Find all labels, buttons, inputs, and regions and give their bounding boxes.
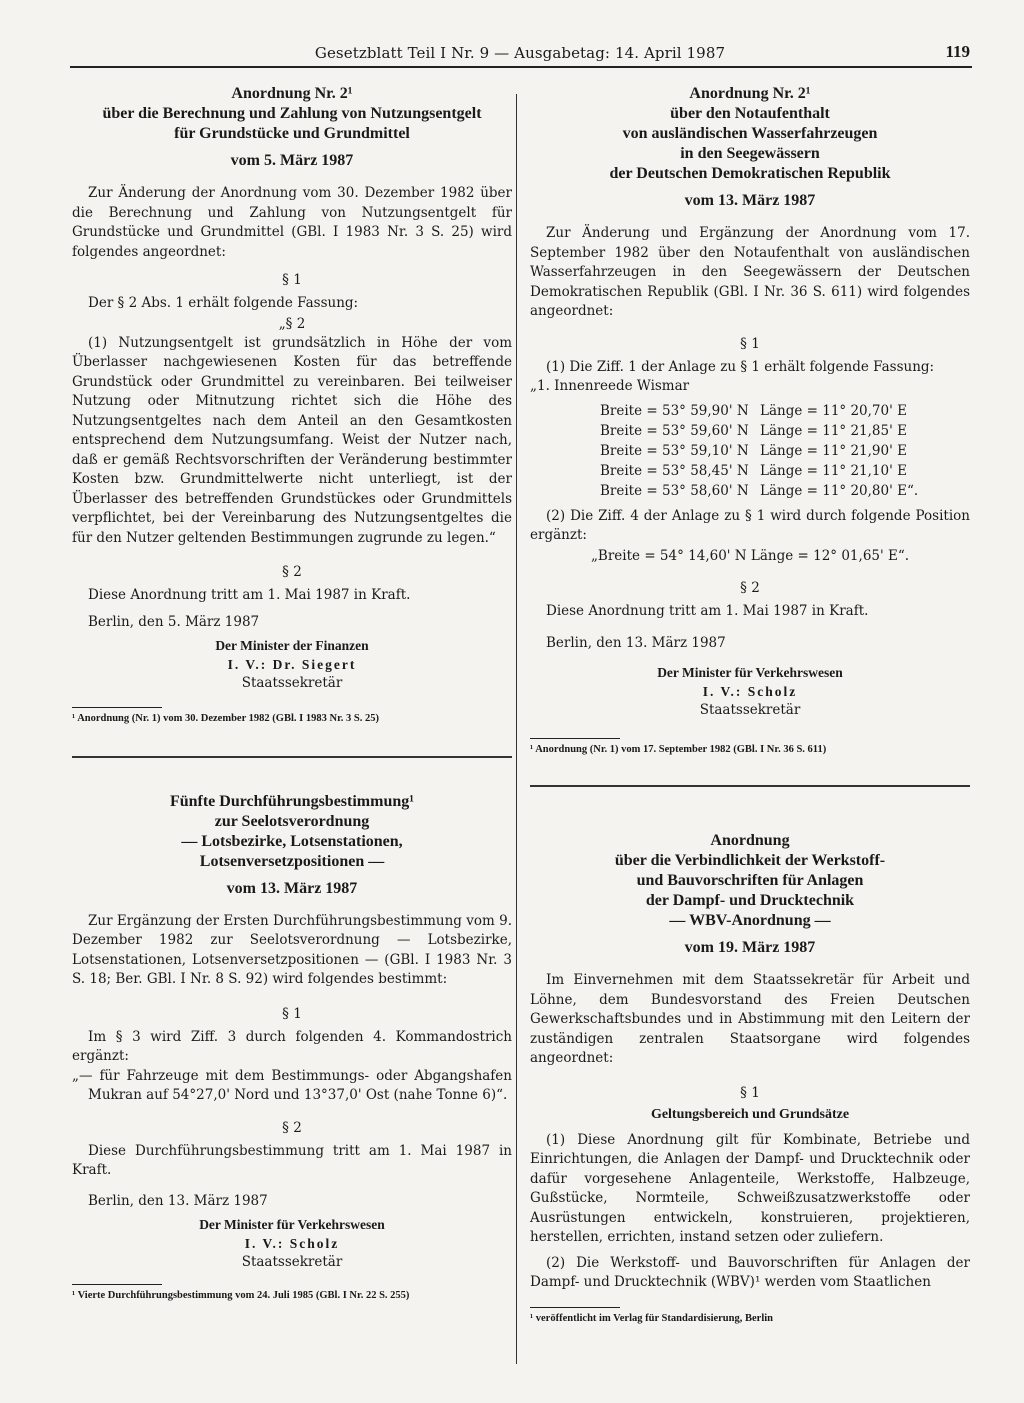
coordinate-row <box>600 461 970 481</box>
section-text: Diese Durchführungsbestimmung tritt am 1. Mai 1987 in Kraft. <box>72 1142 512 1178</box>
title-line: von ausländischen Wasserfahrzeugen <box>622 125 878 142</box>
section-text: Der § 2 Abs. 1 erhält folgende Fassung: <box>88 295 359 311</box>
longitude: Länge = 11° 21,90' E <box>760 442 907 459</box>
footnote-rule <box>530 738 620 739</box>
signature-block <box>72 1215 512 1272</box>
list-item: „1. Innenreede Wismar <box>530 378 690 394</box>
title-line: Fünfte Durchführungsbestimmung¹ <box>169 792 415 810</box>
title-line: für Grundstücke und Grundmittel <box>174 125 410 142</box>
section-text: (1) Nutzungsentgelt ist grundsätzlich in Höhe der vom Überlasser nachgewiesenen Kosten für das betreffende Grundstück oder Grundmittel zu vereinbaren. Bei teilweiser Nutzung oder Mitnutzung richtet sich die Höhe des Nutzungsentgeltes nach dem Anteil an den Gesamtkosten entsprechend dem Nutzungsumfang. Weist der Nutzer nach, daß er gemäß Rechtsvorschriften der Veränderung bestimmter Kosten bzw. Grundmittelwerte nicht unterliegt, ist der Überlasser des betreffenden Grundstückes oder Grundmittels verpflichtet, bei der Vereinbarung des Nutzungsentgeltes die für den Nutzer geltenden Bestimmungen zugrunde zu legen.“ <box>72 334 512 546</box>
section-text: (2) Die Werkstoff- und Bauvorschriften für Anlagen der Dampf- und Drucktechnik (WBV)¹ werden vom Staatlichen <box>530 1254 970 1290</box>
position-quote: „Breite = 54° 14,60' N Länge = 12° 01,65' E“. <box>590 547 910 564</box>
title-line: in den Seegewässern <box>680 145 820 162</box>
article-separator <box>72 756 512 758</box>
footnote-rule <box>72 707 162 708</box>
section-mark: § 2 <box>282 564 302 580</box>
title-line: der Dampf- und Drucktechnik <box>645 892 855 909</box>
footnote-rule <box>72 1284 162 1285</box>
title-line: zur Seelotsverordnung <box>214 812 370 830</box>
latitude: Breite = 53° 58,45' N <box>600 462 749 479</box>
page-number: 119 <box>945 42 970 61</box>
ordinance-title <box>72 84 512 144</box>
section-text: Im § 3 wird Ziff. 3 durch folgenden 4. Kommandostrich ergänzt: <box>72 1028 512 1064</box>
place-date: Berlin, den 13. März 1987 <box>546 635 726 651</box>
ordinance-nutzungsentgelt <box>72 84 512 726</box>
longitude: Länge = 11° 20,80' E“. <box>760 482 919 499</box>
preamble: Zur Ergänzung der Ersten Durchführungsbestimmung vom 9. Dezember 1982 zur Seelotsverordnung — Lotsbezirke, Lotsenstationen, Lotsenversetzpositionen — (GBl. I 1983 Nr. 3 S. 18; Ber. GBl. I Nr. 8 S. 92) wird folgendes bestimmt: <box>72 912 512 987</box>
signatory: I. V.: Dr. Siegert <box>227 656 357 672</box>
signatory-role: Staatssekretär <box>241 1253 343 1270</box>
footnote: ¹ Anordnung (Nr. 1) vom 17. September 1982 (GBl. I Nr. 36 S. 611) <box>530 744 827 755</box>
ordinance-date: vom 13. März 1987 <box>226 879 358 897</box>
signatory-role: Staatssekretär <box>241 674 343 691</box>
minister-title: Der Minister für Verkehrswesen <box>199 1216 385 1232</box>
longitude: Länge = 11° 20,70' E <box>760 402 907 419</box>
running-head: Gesetzblatt Teil I Nr. 9 — Ausgabetag: 14. April 1987 <box>314 44 726 62</box>
section-mark: § 1 <box>740 335 760 352</box>
title-line: Anordnung <box>710 832 790 849</box>
right-column <box>530 84 970 1326</box>
ordinance-seelots <box>72 792 512 1303</box>
coordinate-table <box>600 401 970 501</box>
coordinate-row <box>600 481 970 501</box>
section-mark: § 1 <box>740 1084 760 1101</box>
title-line: der Deutschen Demokratischen Republik <box>609 165 891 182</box>
preamble: Im Einvernehmen mit dem Staatssekretär für Arbeit und Löhne, dem Bundesvorstand des Freien Deutschen Gewerkschaftsbundes und in Abstimmung mit den Leitern der zuständigen zentralen Staatsorgane wird folgendes angeordnet: <box>530 972 970 1066</box>
section-heading: Geltungsbereich und Grundsätze <box>650 1106 850 1122</box>
title-line: Anordnung Nr. 2¹ <box>231 85 353 102</box>
section-text: (2) Die Ziff. 4 der Anlage zu § 1 wird durch folgende Position ergänzt: <box>530 507 970 543</box>
inner-section-mark: „§ 2 <box>278 315 306 332</box>
left-column <box>72 84 512 1303</box>
ordinance-date: vom 5. März 1987 <box>230 152 354 169</box>
footnote: ¹ veröffentlicht im Verlag für Standardisierung, Berlin <box>530 1312 773 1324</box>
title-line: über die Berechnung und Zahlung von Nutzungsentgelt <box>102 105 482 122</box>
section-mark: § 1 <box>282 272 302 288</box>
signature-block <box>72 636 512 693</box>
coordinate-row <box>600 441 970 461</box>
latitude: Breite = 53° 58,60' N <box>600 482 749 499</box>
section-mark: § 2 <box>282 1119 302 1136</box>
title-line: Lotsenversetzpositionen — <box>199 852 385 870</box>
latitude: Breite = 53° 59,10' N <box>600 442 749 459</box>
ordinance-title <box>530 84 970 184</box>
minister-title: Der Minister der Finanzen <box>215 637 369 653</box>
section-text: (1) Die Ziff. 1 der Anlage zu § 1 erhält folgende Fassung: <box>546 358 935 375</box>
ordinance-date: vom 13. März 1987 <box>684 192 816 209</box>
title-line: — WBV-Anordnung — <box>669 912 831 929</box>
title-line: über die Verbindlichkeit der Werkstoff- <box>614 852 886 869</box>
ordinance-wbv <box>530 831 970 1326</box>
title-line: — Lotsbezirke, Lotsenstationen, <box>181 832 403 850</box>
ordinance-title <box>530 831 970 931</box>
coordinate-row <box>600 401 970 421</box>
ordinance-notaufenthalt <box>530 84 970 757</box>
section-text: Diese Anordnung tritt am 1. Mai 1987 in Kraft. <box>546 602 869 619</box>
coordinate-row <box>600 421 970 441</box>
longitude: Länge = 11° 21,10' E <box>760 462 907 479</box>
footnote: ¹ Vierte Durchführungsbestimmung vom 24. Juli 1985 (GBl. I Nr. 22 S. 255) <box>72 1289 410 1301</box>
header-rule <box>70 66 972 68</box>
preamble: Zur Änderung und Ergänzung der Anordnung vom 17. September 1982 über den Notaufenthalt von ausländischen Wasserfahrzeugen in den Seegewässern der Deutschen Demokratischen Republik (GBl. I Nr. 36 S. 611) wird folgendes angeordnet: <box>530 225 970 319</box>
place-date: Berlin, den 13. März 1987 <box>88 1192 268 1209</box>
section-mark: § 2 <box>740 579 760 596</box>
section-mark: § 1 <box>282 1005 302 1022</box>
title-line: über den Notaufenthalt <box>670 105 830 122</box>
signatory-role: Staatssekretär <box>699 702 801 718</box>
section-text: Diese Anordnung tritt am 1. Mai 1987 in Kraft. <box>88 587 411 603</box>
signatory: I. V.: Scholz <box>702 684 798 699</box>
footnote-rule <box>530 1307 620 1308</box>
section-text: (1) Diese Anordnung gilt für Kombinate, Betriebe und Einrichtungen, die Anlagen der Dampf- und Drucktechnik oder dafür vorgesehene Anlagenteile, Werkstoffe, Halbzeuge, Gußstücke, Normteile, Schweißzusatzwerkstoffe oder Ausrüstungen entwickeln, konstruieren, projektieren, herstellen, errichten, instand setzen oder zuliefern. <box>530 1131 970 1245</box>
column-divider <box>516 94 517 1364</box>
longitude: Länge = 11° 21,85' E <box>760 422 907 439</box>
ordinance-title <box>72 792 512 872</box>
ordinance-date: vom 19. März 1987 <box>684 939 816 956</box>
article-separator <box>530 785 970 787</box>
place-date: Berlin, den 5. März 1987 <box>88 613 260 630</box>
latitude: Breite = 53° 59,90' N <box>600 402 749 419</box>
signatory: I. V.: Scholz <box>244 1235 340 1251</box>
latitude: Breite = 53° 59,60' N <box>600 422 749 439</box>
signature-block <box>530 663 970 720</box>
title-line: Anordnung Nr. 2¹ <box>689 85 811 102</box>
title-line: und Bauvorschriften für Anlagen <box>636 872 864 889</box>
list-item: „— für Fahrzeuge mit dem Bestimmungs- oder Abgangshafen Mukran auf 54°27,0' Nord und 13°37,0' Ost (nahe Tonne 6)“. <box>72 1067 512 1103</box>
preamble: Zur Änderung der Anordnung vom 30. Dezember 1982 über die Berechnung und Zahlung von Nutzungsentgelt für Grundstücke und Grundmittel (GBl. I 1983 Nr. 3 S. 25) wird folgendes angeordnet: <box>72 185 512 260</box>
minister-title: Der Minister für Verkehrswesen <box>657 665 843 680</box>
footnote: ¹ Anordnung (Nr. 1) vom 30. Dezember 1982 (GBl. I 1983 Nr. 3 S. 25) <box>72 712 379 724</box>
